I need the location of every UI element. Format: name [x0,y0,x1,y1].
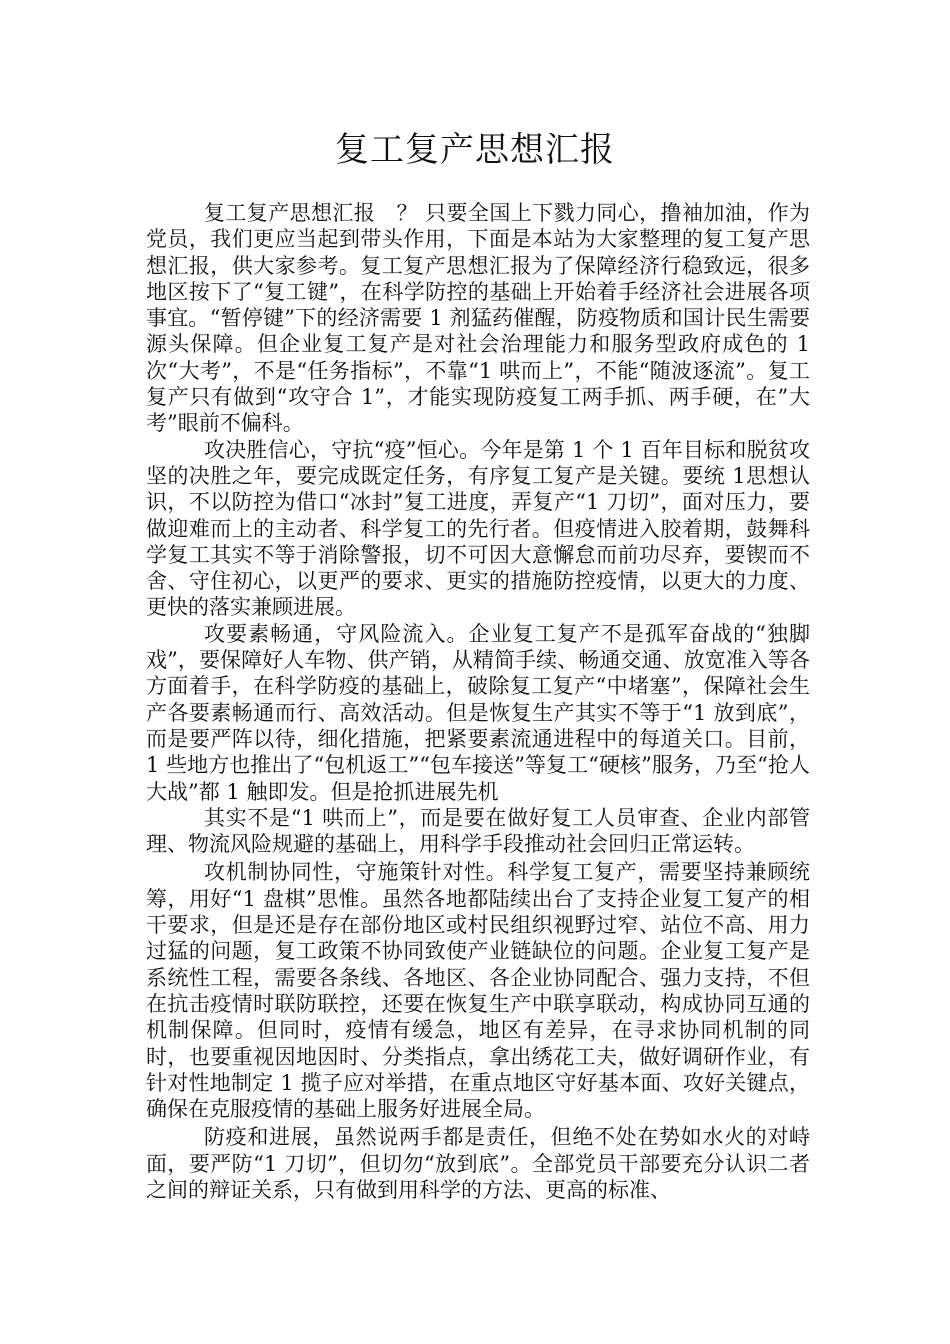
paragraph-factors: 攻要素畅通，守风险流入。企业复工复产不是孤军奋战的“独脚戏”，要保障好人车物、供产销，从精简手续、畅通交通、放宽准入等各方面着手，在科学防疫的基础上，破除复工复产“中堵塞”，保障社会生产各要素畅通而行、高效活动。但是恢复生产其实不等于“1 放到底”，而是要严阵以待，细化措施，把紧要素流通进程中的每道关口。目前，1 些地方也推出了“包机返工”“包车接送”等复工“硬核”服务，乃至“抢人大战”都 1 触即发。但是抢抓进展先机 [146,621,810,804]
paragraph-prevention-development: 防疫和进展，虽然说两手都是责任，但绝不处在势如水火的对峙面，要严防“1 刀切”，但切勿“放到底”。全部党员干部要充分认识二者之间的辩证关系，只有做到用科学的方法、更高的标准、 [146,1125,810,1202]
paragraph-intro: 复工复产思想汇报 ？ 只要全国上下戮力同心，撸袖加油，作为党员，我们更应当起到带头作用，下面是本站为大家整理的复工复产思想汇报，供大家参考。复工复产思想汇报为了保障经济行稳致远，很多地区按下了“复工键”，在科学防控的基础上开始着手经济社会进展各项事宜。“暂停键”下的经济需要 1 剂猛药催醒，防疫物质和国计民生需要源头保障。但企业复工复产是对社会治理能力和服务型政府成色的 1 次“大考”，不是“任务指标”，不靠“1 哄而上”，不能“随波逐流”。复工复产只有做到“攻守合 1”，才能实现防疫复工两手抓、两手硬，在”大考”眼前不偏科。 [146,201,810,436]
paragraph-coordination: 攻机制协同性，守施策针对性。科学复工复产，需要坚持兼顾统筹，用好“1 盘棋”思惟。虽然各地都陆续出台了支持企业复工复产的相干要求，但是还是存在部份地区或村民组织视野过窄、站位不高、用力过猛的问题，复工政策不协同致使产业链缺位的问题。企业复工复产是系统性工程，需要各条线、各地区、各企业协同配合、强力支持，不但在抗击疫情时联防联控，还要在恢复生产中联享联动，构成协同互通的机制保障。但同时，疫情有缓急，地区有差异，在寻求协同机制的同时，也要重视因地因时、分类指点，拿出绣花工夫，做好调研作业，有针对性地制定 1 揽子应对举措，在重点地区守好基本面、攻好关键点，确保在克服疫情的基础上服务好进展全局。 [146,860,810,1122]
document-title: 复工复产思想汇报 [335,130,615,170]
paragraph-not-rush: 其实不是“1 哄而上”，而是要在做好复工人员审查、企业内部管理、物流风险规避的基础上，用科学手段推动社会回归正常运转。 [146,805,810,857]
paragraph-confidence: 攻决胜信心，守抗“疫”恒心。今年是第 1 个 1 百年目标和脱贫攻坚的决胜之年，要完成既定任务，有序复工复产是关键。要统 1思想认识，不以防控为借口“冰封”复工进度，弄复产“1 刀切”，面对压力，要做迎难而上的主动者、科学复工的先行者。但疫情进入胶着期，鼓舞科学复工其实不等于消除警报，切不可因大意懈怠而前功尽弃，要锲而不舍、守住初心，以更严的要求、更实的措施防控疫情，以更大的力度、更快的落实兼顾进展。 [146,437,810,620]
document-body [146,200,810,1203]
